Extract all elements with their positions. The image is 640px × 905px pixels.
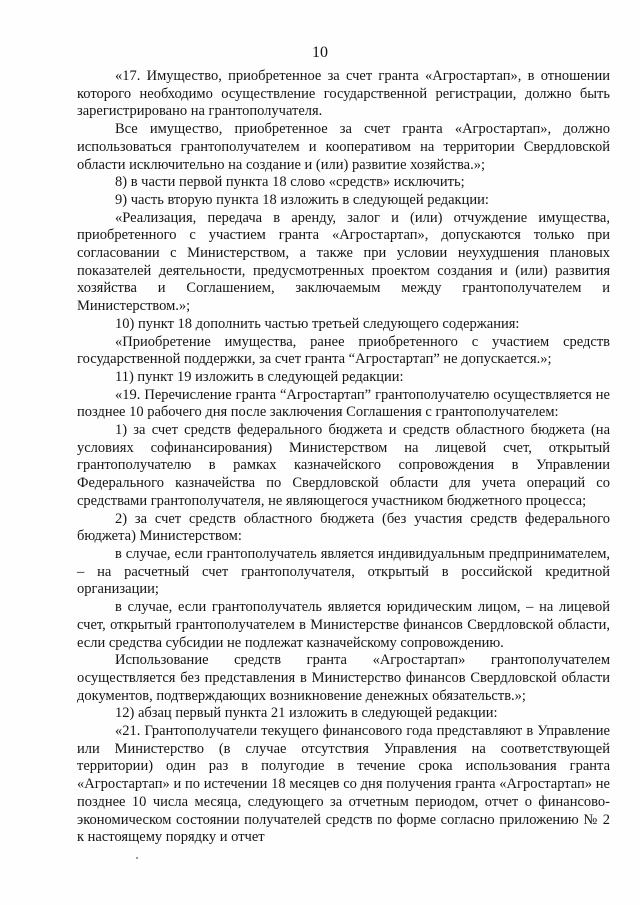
paragraph-16: «21. Грантополучатели текущего финансового года представляют в Управление или Министерство (в случае отсутствия Управления на соответствующей территории) один раз в полугодие в течение срока использования гранта «Агростартап» и по истечении 18 месяцев со дня получения гранта «Агростартап» не позднее 10 числа месяца, следующего за отчетным периодом, отчет о финансово-экономическом состоянии получателей средств по форме согласно приложению № 2 к настоящему порядку и отчет <box>77 723 610 846</box>
paragraph-13: в случае, если грантополучатель является юридическим лицом, – на лицевой счет, открытый грантополучателем в Министерстве финансов Свердловской области, если средства субсидии не подлежат казначейскому сопровождению. <box>77 599 610 651</box>
paragraph-4: 9) часть вторую пункта 18 изложить в следующей редакции: <box>115 191 489 208</box>
paragraph-6: 10) пункт 18 дополнить частью третьей следующего содержания: <box>115 315 520 332</box>
paragraph-1: «17. Имущество, приобретенное за счет гранта «Агростартап», в отношении которого необходимо осуществление государственной регистрации, должно быть зарегистрировано на грантополучателя. <box>77 68 610 120</box>
paragraph-5: «Реализация, передача в аренду, залог и (или) отчуждение имущества, приобретенного с участием гранта «Агростартап», допускаются только при согласовании с Министерством, а также при условии неухудшения плановых показателей деятельности, предусмотренных проектом создания и (или) развития хозяйства и Соглашением, заключаемым между грантополучателем и Министерством.»; <box>77 209 610 315</box>
scan-speck <box>136 857 138 859</box>
paragraph-9: «19. Перечисление гранта “Агростартап” грантополучателю осуществляется не позднее 10 рабочего дня после заключения Соглашения с грантополучателем: <box>77 386 610 421</box>
paragraph-14: Использование средств гранта «Агростартап» грантополучателем осуществляется без представления в Министерство финансов Свердловской области документов, подтверждающих возникновение денежных обязательств.»; <box>77 652 610 704</box>
document-body <box>77 68 610 847</box>
paragraph-12: в случае, если грантополучатель является индивидуальным предпринимателем, – на расчетный счет грантополучателя, открытый в российской кредитной организации; <box>77 545 610 598</box>
paragraph-8: 11) пункт 19 изложить в следующей редакции: <box>115 368 404 385</box>
paragraph-7: «Приобретение имущества, ранее приобретенного с участием средств государственной поддержки, за счет гранта “Агростартап” не допускается.»; <box>77 333 610 368</box>
page-number: 10 <box>312 44 328 61</box>
paragraph-10: 1) за счет средств федерального бюджета и средств областного бюджета (на условиях софинансирования) Министерством на лицевой счет, открытый грантополучателю в рамках казначейского сопровождения в Управлении Федерального казначейства по Свердловской области для учета операций со средствами грантополучателя, не являющегося участником бюджетного процесса; <box>77 422 610 509</box>
paragraph-2: Все имущество, приобретенное за счет гранта «Агростартап», должно использоваться грантополучателем и кооперативом на территории Свердловской области исключительно на создание и (или) развитие хозяйства.»; <box>77 121 610 173</box>
paragraph-15: 12) абзац первый пункта 21 изложить в следующей редакции: <box>115 705 498 722</box>
paragraph-11: 2) за счет средств областного бюджета (без участия средств федерального бюджета) Министерством: <box>77 510 610 545</box>
paragraph-3: 8) в части первой пункта 18 слово «средств» исключить; <box>115 174 465 191</box>
